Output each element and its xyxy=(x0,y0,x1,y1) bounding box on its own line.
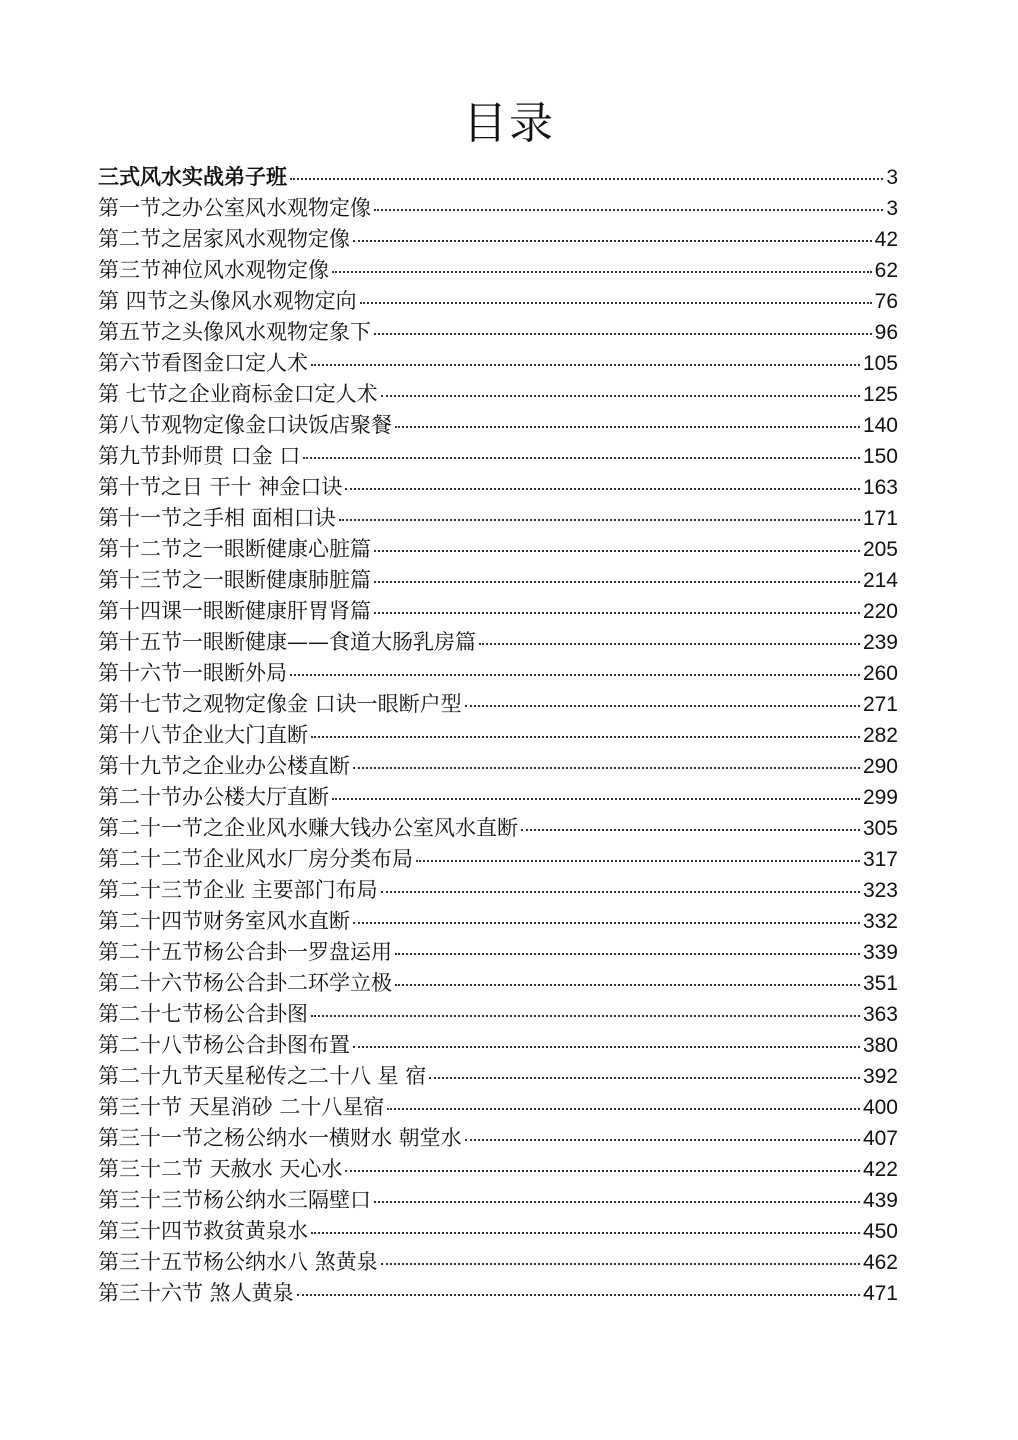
toc-entry[interactable] xyxy=(98,565,898,596)
toc-entry-page-number: 299 xyxy=(862,786,898,809)
toc-entry-label: 第三十二节 天赦水 天心水 xyxy=(98,1157,343,1181)
dot-leader xyxy=(297,1294,860,1296)
toc-entry[interactable] xyxy=(98,968,898,999)
toc-entry[interactable] xyxy=(98,255,898,286)
toc-entry[interactable] xyxy=(98,503,898,534)
dot-leader xyxy=(395,984,860,986)
toc-entry-page-number: 239 xyxy=(862,631,898,654)
toc-entry[interactable] xyxy=(98,1216,898,1247)
toc-entry-label: 第三十四节救贫黄泉水 xyxy=(98,1219,308,1243)
toc-entry[interactable] xyxy=(98,999,898,1030)
toc-entry-page-number: 450 xyxy=(862,1220,898,1243)
toc-entry-page-number: 462 xyxy=(862,1251,898,1274)
dot-leader xyxy=(374,550,860,552)
toc-entry[interactable] xyxy=(98,348,898,379)
toc-entry-label: 第二十九节天星秘传之二十八 星 宿 xyxy=(98,1064,427,1088)
toc-entry-page-number: 317 xyxy=(862,848,898,871)
toc-entry[interactable] xyxy=(98,720,898,751)
toc-entry-label: 第三十六节 煞人黄泉 xyxy=(98,1281,294,1305)
toc-entry-page-number: 282 xyxy=(862,724,898,747)
toc-entry-label: 第十六节一眼断外局 xyxy=(98,661,287,685)
toc-entry-label: 第三十节 天星消砂 二十八星宿 xyxy=(98,1095,385,1119)
dot-leader xyxy=(339,519,860,521)
dot-leader xyxy=(290,674,860,676)
toc-entry[interactable] xyxy=(98,1154,898,1185)
dot-leader xyxy=(332,271,872,273)
toc-entry-page-number: 163 xyxy=(862,476,898,499)
toc-entry-label: 第十九节之企业办公楼直断 xyxy=(98,754,350,778)
toc-entry[interactable] xyxy=(98,782,898,813)
toc-entry[interactable] xyxy=(98,286,898,317)
dot-leader xyxy=(381,891,860,893)
toc-entry-page-number: 290 xyxy=(862,755,898,778)
toc-entry-page-number: 171 xyxy=(862,507,898,530)
toc-entry[interactable] xyxy=(98,1092,898,1123)
toc-entry-label: 第 四节之头像风水观物定向 xyxy=(98,289,357,313)
toc-entry-page-number: 125 xyxy=(862,383,898,406)
dot-leader xyxy=(429,1077,860,1079)
toc-entry[interactable] xyxy=(98,1185,898,1216)
toc-entry-label: 第十三节之一眼断健康肺脏篇 xyxy=(98,568,371,592)
dot-leader xyxy=(311,736,860,738)
toc-entry[interactable] xyxy=(98,379,898,410)
toc-entry[interactable] xyxy=(98,1123,898,1154)
toc-entry-label: 第二十七节杨公合卦图 xyxy=(98,1002,308,1026)
toc-entry-page-number: 363 xyxy=(862,1003,898,1026)
toc-entry[interactable] xyxy=(98,410,898,441)
toc-entry-page-number: 42 xyxy=(874,228,898,251)
page-title: 目录 xyxy=(463,98,555,149)
toc-entry-label: 第六节看图金口定人术 xyxy=(98,351,308,375)
toc-entry[interactable] xyxy=(98,534,898,565)
toc-entry-label: 第十四课一眼断健康肝胃肾篇 xyxy=(98,599,371,623)
dot-leader xyxy=(374,612,860,614)
toc-entry-page-number: 400 xyxy=(862,1096,898,1119)
toc-entry-page-number: 205 xyxy=(862,538,898,561)
toc-entry-label: 第二十八节杨公合卦图布置 xyxy=(98,1033,350,1057)
toc-entry[interactable] xyxy=(98,937,898,968)
toc-entry-page-number: 76 xyxy=(874,290,898,313)
toc-entry[interactable] xyxy=(98,751,898,782)
dot-leader xyxy=(381,395,860,397)
dot-leader xyxy=(303,457,860,459)
dot-leader xyxy=(479,643,860,645)
toc-entry[interactable] xyxy=(98,193,898,224)
toc-entry-label: 第十二节之一眼断健康心脏篇 xyxy=(98,537,371,561)
toc-entry[interactable] xyxy=(98,627,898,658)
dot-leader xyxy=(381,1263,860,1265)
dot-leader xyxy=(332,798,860,800)
toc-entry-label: 第二节之居家风水观物定像 xyxy=(98,227,350,251)
dot-leader xyxy=(465,1139,860,1141)
dot-leader xyxy=(374,581,860,583)
toc-entry[interactable] xyxy=(98,689,898,720)
toc-entry-label: 第三十五节杨公纳水八 煞黄泉 xyxy=(98,1250,378,1274)
dot-leader xyxy=(353,767,860,769)
toc-entry-label: 第一节之办公室风水观物定像 xyxy=(98,196,371,220)
dot-leader xyxy=(353,922,860,924)
toc-entry-label: 第三十一节之杨公纳水一横财水 朝堂水 xyxy=(98,1126,462,1150)
toc-entry-page-number: 260 xyxy=(862,662,898,685)
toc-entry-page-number: 407 xyxy=(862,1127,898,1150)
toc-entry-label: 第 七节之企业商标金口定人术 xyxy=(98,382,378,406)
toc-entry[interactable] xyxy=(98,1247,898,1278)
toc-entry-page-number: 96 xyxy=(874,321,898,344)
toc-entry[interactable] xyxy=(98,906,898,937)
dot-leader xyxy=(345,488,860,490)
toc-entry-label: 第五节之头像风水观物定象下 xyxy=(98,320,371,344)
toc-entry-label: 第二十六节杨公合卦二环学立极 xyxy=(98,971,392,995)
toc-entry-label: 第二十节办公楼大厅直断 xyxy=(98,785,329,809)
toc-heading-entry[interactable] xyxy=(98,162,898,193)
dot-leader xyxy=(290,178,883,180)
toc-entry-label: 三式风水实战弟子班 xyxy=(98,165,287,189)
toc-entry-label: 第二十二节企业风水厂房分类布局 xyxy=(98,847,413,871)
toc-entry[interactable] xyxy=(98,658,898,689)
toc-entry-page-number: 422 xyxy=(862,1158,898,1181)
toc-entry-page-number: 271 xyxy=(862,693,898,716)
toc-entry-page-number: 323 xyxy=(862,879,898,902)
toc-entry-page-number: 62 xyxy=(874,259,898,282)
toc-entry[interactable] xyxy=(98,317,898,348)
toc-entry-page-number: 339 xyxy=(862,941,898,964)
toc-entry-page-number: 380 xyxy=(862,1034,898,1057)
dot-leader xyxy=(374,333,872,335)
toc-entry[interactable] xyxy=(98,1278,898,1309)
toc-entry[interactable] xyxy=(98,441,898,472)
toc-entry[interactable] xyxy=(98,1061,898,1092)
toc-entry-label: 第十八节企业大门直断 xyxy=(98,723,308,747)
toc-entry-label: 第十一节之手相 面相口诀 xyxy=(98,506,336,530)
toc-entry-label: 第十节之日 干十 神金口诀 xyxy=(98,475,343,499)
dot-leader xyxy=(374,1201,860,1203)
toc-entry[interactable] xyxy=(98,596,898,627)
toc-entry-page-number: 471 xyxy=(862,1282,898,1305)
toc-entry-page-number: 332 xyxy=(862,910,898,933)
toc-entry-label: 第二十三节企业 主要部门布局 xyxy=(98,878,378,902)
toc-entry-page-number: 140 xyxy=(862,414,898,437)
dot-leader xyxy=(353,1046,860,1048)
dot-leader xyxy=(395,953,860,955)
toc-entry-page-number: 351 xyxy=(862,972,898,995)
toc-entry-label: 第十五节一眼断健康——食道大肠乳房篇 xyxy=(98,630,476,654)
toc-entry-page-number: 3 xyxy=(886,166,898,189)
toc-entry[interactable] xyxy=(98,813,898,844)
toc-entry-page-number: 150 xyxy=(862,445,898,468)
toc-entry-label: 第十七节之观物定像金 口诀一眼断户型 xyxy=(98,692,462,716)
toc-entry-label: 第二十一节之企业风水赚大钱办公室风水直断 xyxy=(98,816,518,840)
dot-leader xyxy=(353,240,872,242)
toc-entry-page-number: 105 xyxy=(862,352,898,375)
dot-leader xyxy=(387,1108,860,1110)
toc-entry-page-number: 214 xyxy=(862,569,898,592)
toc-entry-label: 第三十三节杨公纳水三隔壁口 xyxy=(98,1188,371,1212)
dot-leader xyxy=(311,1015,860,1017)
dot-leader xyxy=(345,1170,860,1172)
toc-entry[interactable] xyxy=(98,224,898,255)
toc-entry-label: 第三节神位风水观物定像 xyxy=(98,258,329,282)
toc-entry[interactable] xyxy=(98,472,898,503)
dot-leader xyxy=(374,209,883,211)
toc-entry-label: 第八节观物定像金口诀饭店聚餐 xyxy=(98,413,392,437)
toc-entry-page-number: 305 xyxy=(862,817,898,840)
toc-entry-page-number: 220 xyxy=(862,600,898,623)
toc-entry-label: 第九节卦师贯 口金 口 xyxy=(98,444,301,468)
dot-leader xyxy=(311,364,860,366)
toc-entry-label: 第二十五节杨公合卦一罗盘运用 xyxy=(98,940,392,964)
toc-entry-label: 第二十四节财务室风水直断 xyxy=(98,909,350,933)
dot-leader xyxy=(416,860,860,862)
toc-entry-page-number: 392 xyxy=(862,1065,898,1088)
dot-leader xyxy=(311,1232,860,1234)
dot-leader xyxy=(465,705,860,707)
toc-entry[interactable] xyxy=(98,875,898,906)
toc-entry-page-number: 3 xyxy=(886,197,898,220)
toc-entry-page-number: 439 xyxy=(862,1189,898,1212)
toc-entry[interactable] xyxy=(98,844,898,875)
table-of-contents xyxy=(98,162,898,1309)
dot-leader xyxy=(360,302,872,304)
dot-leader xyxy=(521,829,860,831)
dot-leader xyxy=(395,426,860,428)
toc-entry[interactable] xyxy=(98,1030,898,1061)
